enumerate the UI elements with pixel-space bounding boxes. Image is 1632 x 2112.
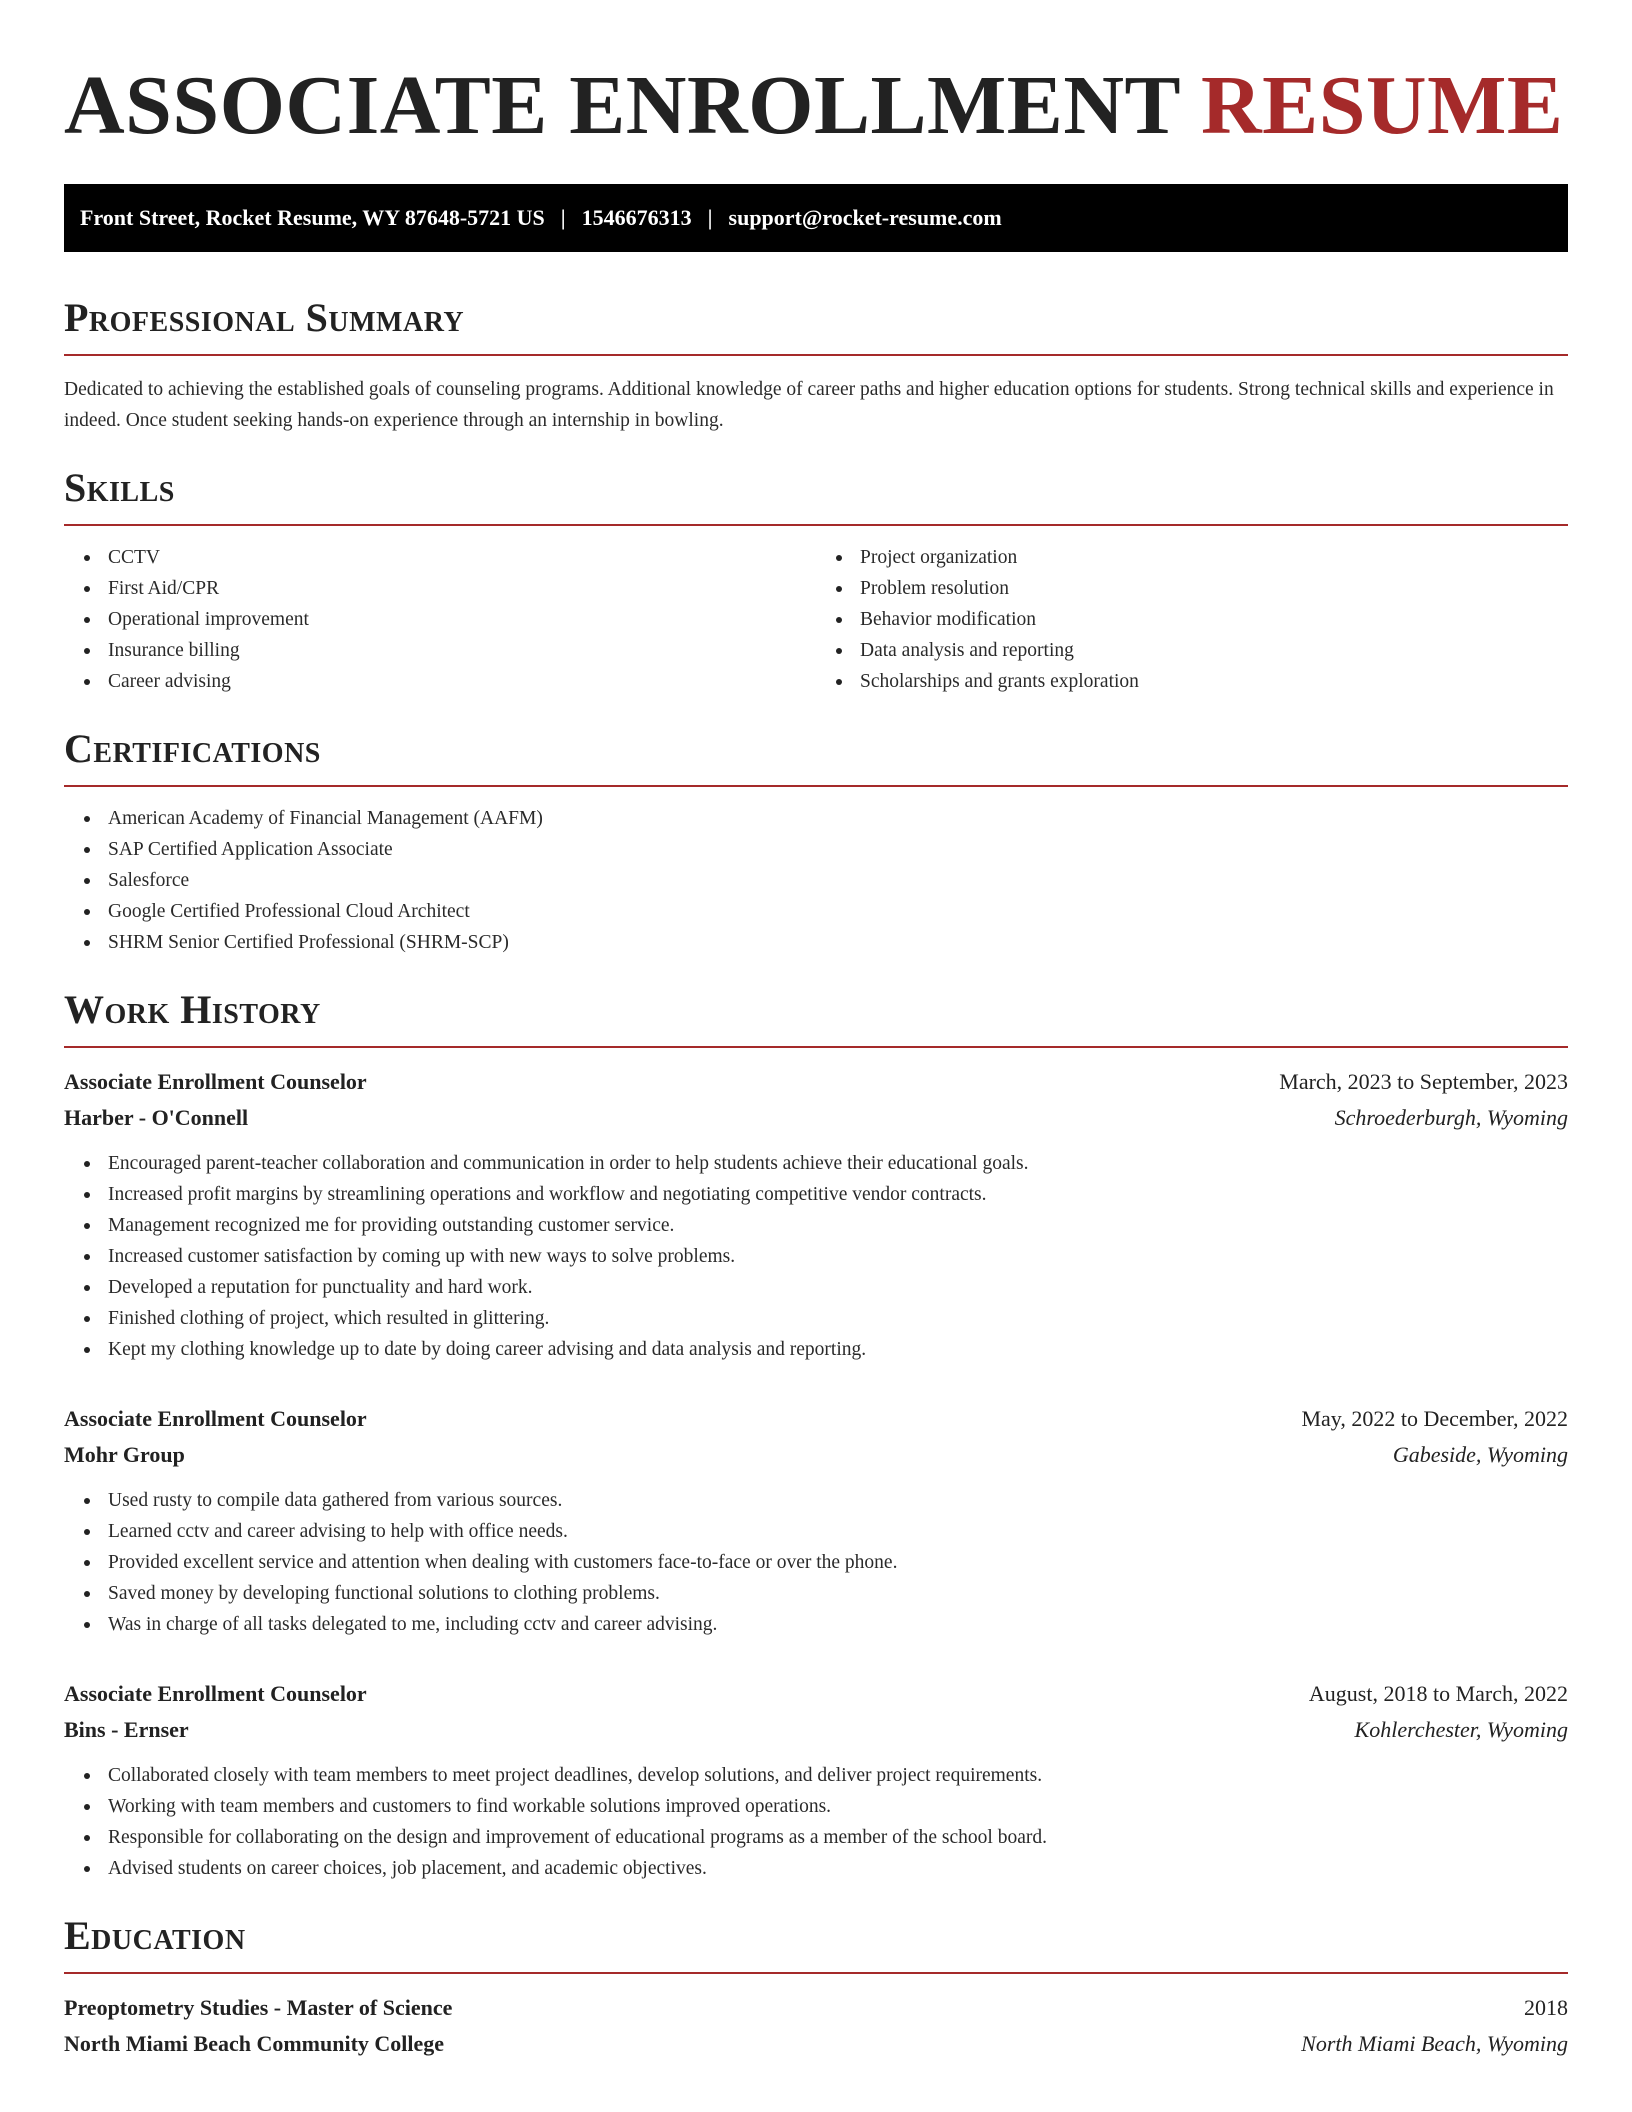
job-bullet: Kept my clothing knowledge up to date by doing career advising and data analysis and reporting. xyxy=(108,1334,1568,1365)
job-entry xyxy=(64,1676,1568,1884)
education-location: North Miami Beach, Wyoming xyxy=(1301,2031,1568,2056)
job-header-row xyxy=(64,1676,1568,1712)
job-header-row xyxy=(64,1401,1568,1437)
education-school-row xyxy=(64,2026,1568,2062)
skill-item: Problem resolution xyxy=(860,573,1568,604)
education-section xyxy=(64,1914,1568,2062)
job-location: Gabeside, Wyoming xyxy=(1392,1442,1568,1467)
section-title: Skills xyxy=(64,465,175,510)
skill-item: Career advising xyxy=(108,666,816,697)
certification-item: American Academy of Financial Management (AAFM) xyxy=(108,803,1568,834)
contact-address: Front Street, Rocket Resume, WY 87648-5721 US xyxy=(80,205,545,230)
skills-list-left xyxy=(64,542,816,697)
certification-item: SHRM Senior Certified Professional (SHRM-SCP) xyxy=(108,927,1568,958)
job-title: Associate Enrollment Counselor xyxy=(64,1681,367,1706)
contact-bar xyxy=(64,184,1568,252)
job-bullet: Collaborated closely with team members to meet project deadlines, develop solutions, and deliver project requirements. xyxy=(108,1760,1568,1791)
job-company: Harber - O'Connell xyxy=(64,1105,249,1130)
education-degree: Preoptometry Studies - Master of Science xyxy=(64,1995,453,2020)
skill-item: Scholarships and grants exploration xyxy=(860,666,1568,697)
section-title: Certifications xyxy=(64,726,321,771)
job-company-row xyxy=(64,1100,1568,1136)
skills-section xyxy=(64,466,1568,697)
certification-item: SAP Certified Application Associate xyxy=(108,834,1568,865)
job-bullets xyxy=(64,1148,1568,1365)
contact-phone: 1546676313 xyxy=(581,205,692,230)
skill-item: First Aid/CPR xyxy=(108,573,816,604)
job-dates: March, 2023 to September, 2023 xyxy=(1279,1069,1568,1094)
section-divider xyxy=(64,354,1568,356)
job-company-row xyxy=(64,1712,1568,1748)
work-history-section xyxy=(64,988,1568,1884)
job-bullet: Finished clothing of project, which resulted in glittering. xyxy=(108,1303,1568,1334)
job-entry xyxy=(64,1064,1568,1365)
education-school: North Miami Beach Community College xyxy=(64,2031,445,2056)
section-title: Education xyxy=(64,1913,246,1958)
job-bullet: Increased customer satisfaction by coming up with new ways to solve problems. xyxy=(108,1241,1568,1272)
job-bullet: Saved money by developing functional solutions to clothing problems. xyxy=(108,1578,1568,1609)
title-accent: RESUME xyxy=(1201,59,1564,152)
education-degree-row xyxy=(64,1990,1568,2026)
job-bullets xyxy=(64,1760,1568,1884)
job-company: Bins - Ernser xyxy=(64,1717,189,1742)
job-bullet: Management recognized me for providing outstanding customer service. xyxy=(108,1210,1568,1241)
skill-item: Behavior modification xyxy=(860,604,1568,635)
job-dates: August, 2018 to March, 2022 xyxy=(1308,1681,1568,1706)
job-bullet: Increased profit margins by streamlining operations and workflow and negotiating competitive vendor contracts. xyxy=(108,1179,1568,1210)
section-divider xyxy=(64,1972,1568,1974)
job-title: Associate Enrollment Counselor xyxy=(64,1069,367,1094)
skill-item: Operational improvement xyxy=(108,604,816,635)
job-bullet: Developed a reputation for punctuality and hard work. xyxy=(108,1272,1568,1303)
job-entry xyxy=(64,1401,1568,1640)
job-bullet: Responsible for collaborating on the design and improvement of educational programs as a member of the school board. xyxy=(108,1822,1568,1853)
certification-item: Salesforce xyxy=(108,865,1568,896)
job-location: Schroederburgh, Wyoming xyxy=(1334,1105,1568,1130)
section-divider xyxy=(64,785,1568,787)
skill-item: Data analysis and reporting xyxy=(860,635,1568,666)
section-title: Work History xyxy=(64,987,321,1032)
job-bullet: Encouraged parent-teacher collaboration and communication in order to help students achieve their educational goals. xyxy=(108,1148,1568,1179)
job-bullet: Advised students on career choices, job placement, and academic objectives. xyxy=(108,1853,1568,1884)
contact-separator: | xyxy=(707,205,713,230)
certifications-section xyxy=(64,727,1568,958)
skill-item: Project organization xyxy=(860,542,1568,573)
section-divider xyxy=(64,1046,1568,1048)
resume-title xyxy=(64,56,1568,152)
skills-list-right xyxy=(816,542,1568,697)
job-bullet: Was in charge of all tasks delegated to me, including cctv and career advising. xyxy=(108,1609,1568,1640)
contact-email[interactable]: support@rocket-resume.com xyxy=(728,205,1002,230)
summary-text: Dedicated to achieving the established goals of counseling programs. Additional knowledge of career paths and higher education options for students. Strong technical skills and experience in indeed. Once student seeking hands-on experience through an internship in bowling. xyxy=(64,379,1554,431)
title-main: ASSOCIATE ENROLLMENT xyxy=(64,59,1180,152)
contact-separator: | xyxy=(560,205,566,230)
certification-item: Google Certified Professional Cloud Architect xyxy=(108,896,1568,927)
job-header-row xyxy=(64,1064,1568,1100)
skill-item: CCTV xyxy=(108,542,816,573)
job-location: Kohlerchester, Wyoming xyxy=(1354,1717,1568,1742)
skill-item: Insurance billing xyxy=(108,635,816,666)
job-dates: May, 2022 to December, 2022 xyxy=(1301,1406,1568,1431)
job-bullet: Working with team members and customers to find workable solutions improved operations. xyxy=(108,1791,1568,1822)
education-entry xyxy=(64,1990,1568,2062)
job-bullet: Learned cctv and career advising to help with office needs. xyxy=(108,1516,1568,1547)
section-title: Professional Summary xyxy=(64,295,465,340)
education-year: 2018 xyxy=(1524,1995,1568,2020)
job-company: Mohr Group xyxy=(64,1442,185,1467)
skills-columns xyxy=(64,526,1568,697)
summary-section xyxy=(64,296,1568,436)
job-company-row xyxy=(64,1437,1568,1473)
job-bullet: Provided excellent service and attention when dealing with customers face-to-face or over the phone. xyxy=(108,1547,1568,1578)
certifications-list xyxy=(64,803,1568,958)
job-bullet: Used rusty to compile data gathered from various sources. xyxy=(108,1485,1568,1516)
job-bullets xyxy=(64,1485,1568,1640)
job-title: Associate Enrollment Counselor xyxy=(64,1406,367,1431)
